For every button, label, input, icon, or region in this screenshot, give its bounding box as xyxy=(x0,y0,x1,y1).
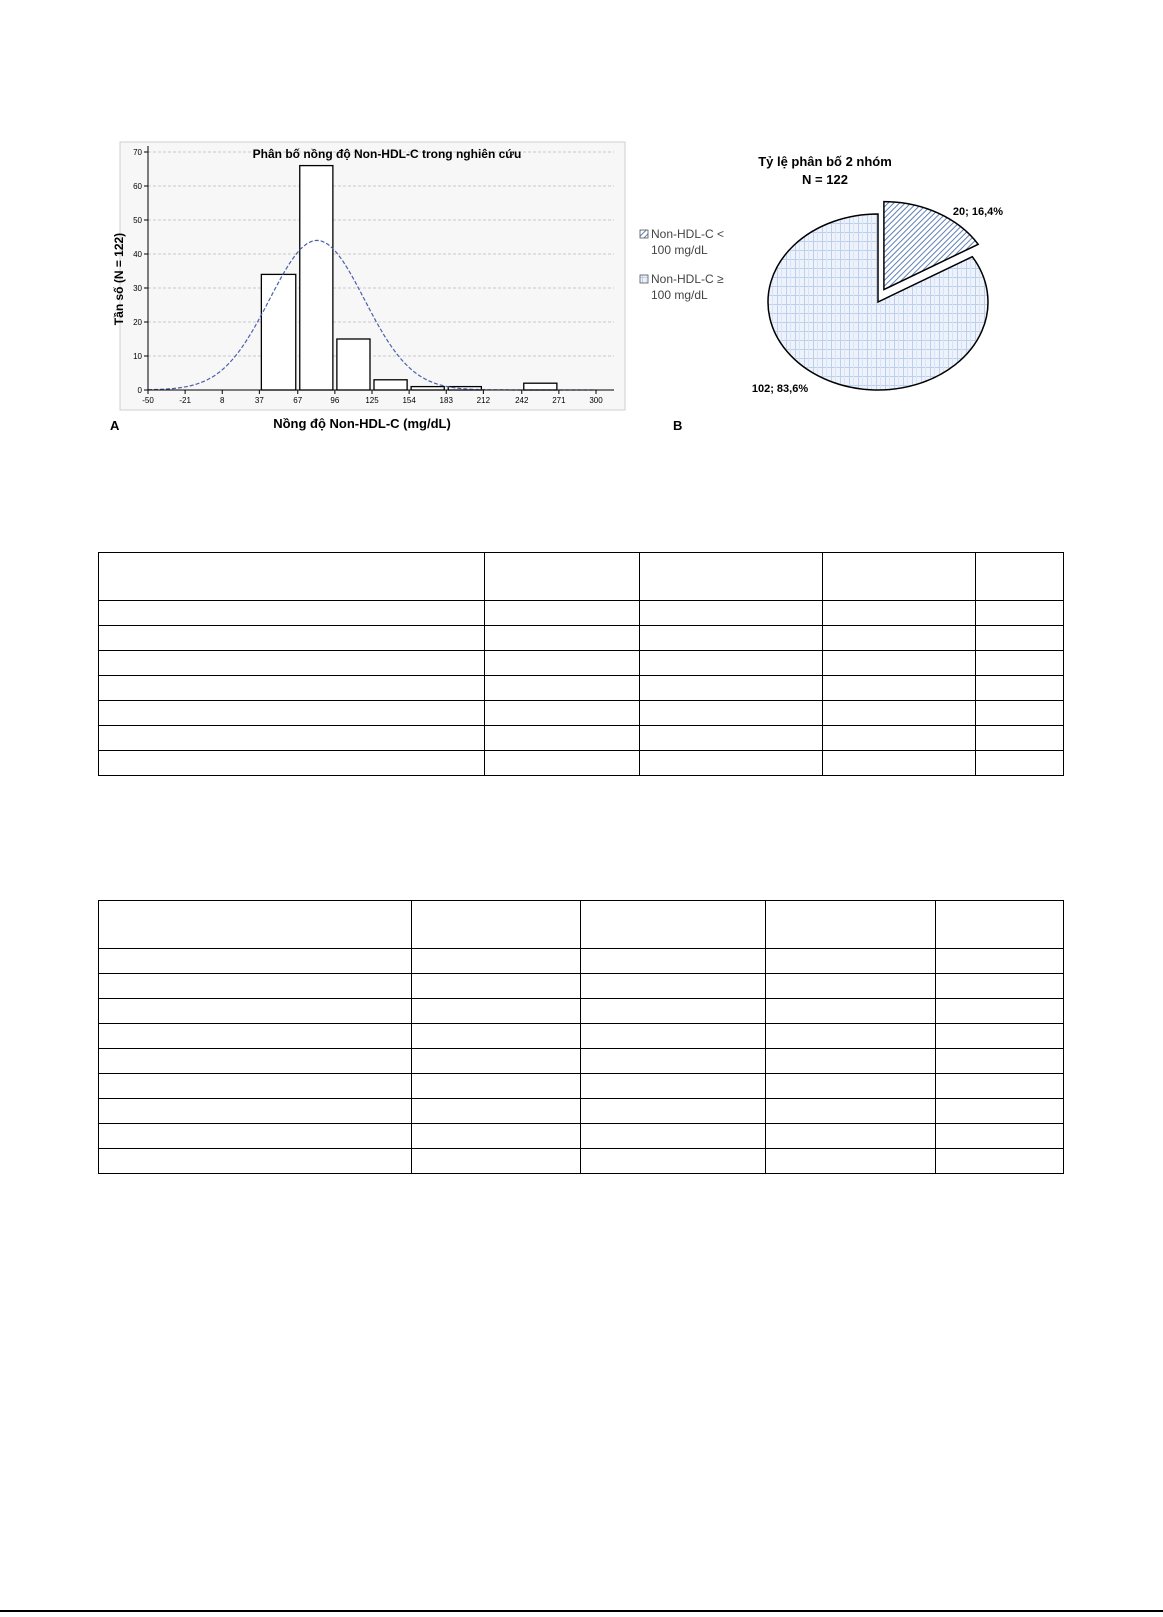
table-cell xyxy=(766,974,936,999)
pie-subtitle: N = 122 xyxy=(802,172,848,187)
table-cell xyxy=(936,999,1064,1024)
histogram-y-axis-label: Tần số (N = 122) xyxy=(112,232,126,326)
pie-title: Tỷ lệ phân bố 2 nhóm xyxy=(758,154,892,169)
x-tick-label: -50 xyxy=(142,396,154,405)
table-header-row xyxy=(99,901,1064,949)
pie-label-above-100: 102; 83,6% xyxy=(751,383,809,395)
table-cell xyxy=(99,553,485,601)
table-cell xyxy=(766,1149,936,1174)
table-cell xyxy=(766,1074,936,1099)
table-cell xyxy=(485,701,640,726)
table-cell xyxy=(823,626,976,651)
legend-label-below-100-line1: Non-HDL-C < xyxy=(651,227,725,241)
table-cell xyxy=(936,1049,1064,1074)
table-cell xyxy=(823,553,976,601)
histogram-bar xyxy=(261,274,295,390)
table-cell xyxy=(640,726,823,751)
table-cell xyxy=(412,949,581,974)
table-cell xyxy=(99,1099,412,1124)
histogram-bar xyxy=(524,383,557,390)
table-cell xyxy=(976,676,1064,701)
table-cell xyxy=(581,999,766,1024)
table-cell xyxy=(99,1124,412,1149)
table-cell xyxy=(640,751,823,776)
y-tick-label: 50 xyxy=(133,216,142,225)
table-cell xyxy=(766,999,936,1024)
table-cell xyxy=(640,651,823,676)
table-row xyxy=(99,1049,1064,1074)
histogram-bar xyxy=(411,387,444,390)
x-tick-label: 300 xyxy=(589,396,603,405)
y-tick-label: 70 xyxy=(133,148,142,157)
table-cell xyxy=(412,1124,581,1149)
table-cell xyxy=(823,726,976,751)
y-tick-label: 10 xyxy=(133,352,142,361)
table-cell xyxy=(581,1049,766,1074)
table-cell xyxy=(766,949,936,974)
pie-panel xyxy=(651,142,1080,450)
table-1 xyxy=(98,552,1064,776)
table-row xyxy=(99,999,1064,1024)
table-cell xyxy=(99,1024,412,1049)
table-cell xyxy=(412,1024,581,1049)
x-tick-label: 154 xyxy=(402,396,416,405)
table-cell xyxy=(485,651,640,676)
histogram-x-axis-label: Nồng độ Non-HDL-C (mg/dL) xyxy=(273,416,451,431)
table-cell xyxy=(640,676,823,701)
legend-swatch-above-100 xyxy=(640,275,648,283)
table-cell xyxy=(485,553,640,601)
x-tick-label: -21 xyxy=(179,396,191,405)
table-cell xyxy=(766,1049,936,1074)
table-row xyxy=(99,1074,1064,1099)
table-cell xyxy=(99,726,485,751)
table-cell xyxy=(99,751,485,776)
x-tick-label: 96 xyxy=(330,396,340,405)
table-cell xyxy=(766,1099,936,1124)
x-tick-label: 8 xyxy=(220,396,225,405)
table-cell xyxy=(581,1099,766,1124)
table-cell xyxy=(640,626,823,651)
table-cell xyxy=(412,974,581,999)
legend-label-below-100-line2: 100 mg/dL xyxy=(651,243,708,257)
table-cell xyxy=(412,1149,581,1174)
table-2 xyxy=(98,900,1064,1174)
table-cell xyxy=(412,1099,581,1124)
table-cell xyxy=(766,901,936,949)
table-cell xyxy=(581,1149,766,1174)
table-cell xyxy=(485,751,640,776)
table-cell xyxy=(99,651,485,676)
legend-label-above-100-line2: 100 mg/dL xyxy=(651,288,708,302)
x-tick-label: 67 xyxy=(293,396,303,405)
table-cell xyxy=(581,1074,766,1099)
table-row xyxy=(99,626,1064,651)
table-cell xyxy=(976,553,1064,601)
table-cell xyxy=(766,1024,936,1049)
table-row xyxy=(99,1124,1064,1149)
table-header-row xyxy=(99,553,1064,601)
page-bottom-rule xyxy=(0,1610,1163,1612)
table-cell xyxy=(581,949,766,974)
table-cell xyxy=(485,626,640,651)
x-tick-label: 125 xyxy=(365,396,379,405)
table-row xyxy=(99,1024,1064,1049)
x-tick-label: 242 xyxy=(515,396,529,405)
histogram-bar xyxy=(374,380,407,390)
x-tick-label: 212 xyxy=(476,396,491,405)
table-cell xyxy=(99,949,412,974)
table-cell xyxy=(766,1124,936,1149)
table-cell xyxy=(99,1049,412,1074)
histogram-chart xyxy=(112,142,632,450)
table-cell xyxy=(936,1124,1064,1149)
table-row xyxy=(99,726,1064,751)
table-row xyxy=(99,701,1064,726)
table-cell xyxy=(99,974,412,999)
panel-a-letter: A xyxy=(110,418,120,433)
histogram-bar xyxy=(300,166,333,390)
table-cell xyxy=(581,1024,766,1049)
table-cell xyxy=(485,676,640,701)
table-cell xyxy=(485,601,640,626)
panel-b-letter: B xyxy=(673,418,683,433)
table-row xyxy=(99,676,1064,701)
table-cell xyxy=(640,601,823,626)
histogram-bar xyxy=(337,339,370,390)
y-tick-label: 30 xyxy=(133,284,142,293)
table-cell xyxy=(976,751,1064,776)
table-row xyxy=(99,974,1064,999)
table-cell xyxy=(581,974,766,999)
table-cell xyxy=(823,651,976,676)
table-cell xyxy=(936,901,1064,949)
table-cell xyxy=(581,1124,766,1149)
table-cell xyxy=(823,701,976,726)
table-cell xyxy=(976,726,1064,751)
table-cell xyxy=(412,1074,581,1099)
histogram-title: Phân bố nồng độ Non-HDL-C trong nghiên cứu xyxy=(252,147,522,161)
x-tick-label: 183 xyxy=(439,396,453,405)
table-cell xyxy=(936,1099,1064,1124)
table-cell xyxy=(936,1149,1064,1174)
table-row xyxy=(99,751,1064,776)
legend-swatch-below-100 xyxy=(640,230,648,238)
y-tick-label: 20 xyxy=(133,318,142,327)
table-cell xyxy=(640,701,823,726)
table-row xyxy=(99,601,1064,626)
table-cell xyxy=(412,1049,581,1074)
table-cell xyxy=(99,626,485,651)
x-tick-label: 37 xyxy=(254,396,264,405)
table-cell xyxy=(823,601,976,626)
table-cell xyxy=(99,901,412,949)
table-cell xyxy=(936,1074,1064,1099)
table-row xyxy=(99,1149,1064,1174)
table-cell xyxy=(99,601,485,626)
histogram-panel xyxy=(112,142,632,450)
table-cell xyxy=(412,999,581,1024)
y-tick-label: 60 xyxy=(133,182,142,191)
table-cell xyxy=(581,901,766,949)
table-cell xyxy=(412,901,581,949)
table-cell xyxy=(976,626,1064,651)
table-row xyxy=(99,651,1064,676)
y-tick-label: 40 xyxy=(133,250,142,259)
table-cell xyxy=(99,1149,412,1174)
table-row xyxy=(99,1099,1064,1124)
table-cell xyxy=(976,701,1064,726)
table-cell xyxy=(640,553,823,601)
legend-label-above-100-line1: Non-HDL-C ≥ xyxy=(651,272,724,286)
table-cell xyxy=(976,651,1064,676)
table-cell xyxy=(99,999,412,1024)
x-tick-label: 271 xyxy=(552,396,566,405)
table-cell xyxy=(976,601,1064,626)
table-row xyxy=(99,949,1064,974)
table-cell xyxy=(99,1074,412,1099)
pie-label-below-100: 20; 16,4% xyxy=(952,206,1004,218)
table-cell xyxy=(936,1024,1064,1049)
table-cell xyxy=(485,726,640,751)
table-cell xyxy=(936,949,1064,974)
table-cell xyxy=(823,751,976,776)
pie-chart xyxy=(651,142,1080,450)
table-cell xyxy=(936,974,1064,999)
table-cell xyxy=(99,701,485,726)
table-cell xyxy=(99,676,485,701)
y-tick-label: 0 xyxy=(137,386,142,395)
table-cell xyxy=(823,676,976,701)
